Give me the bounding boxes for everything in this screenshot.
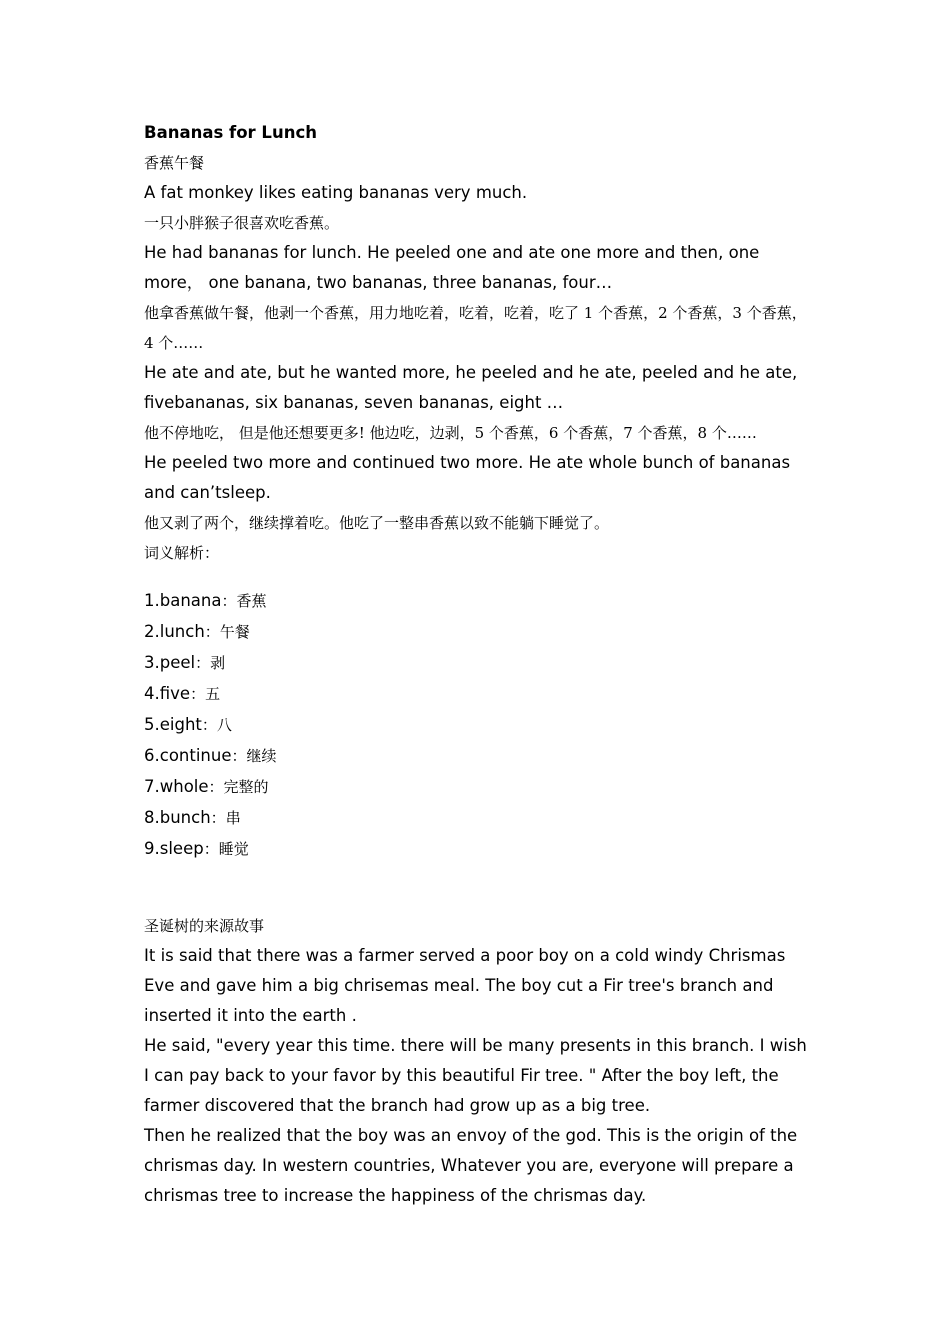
vocab-meaning: 睡觉 [218,840,249,858]
spacer [144,568,814,586]
vocab-item [144,834,814,865]
paragraph-4-english: He peeled two more and continued two more. He ate whole bunch of bananas and can’tsleep. [144,453,791,502]
vocab-separator: ： [204,623,220,641]
paragraph-2-english: He had bananas for lunch. He peeled one and ate one more and then, one more， one banana, two bananas, three bananas, four… [144,243,760,292]
paragraph-3-english: He ate and ate, but he wanted more, he peeled and he ate, peeled and he ate, fivebananas, six bananas, seven bananas, eight … [144,363,798,412]
paragraph-1-chinese: 一只小胖猴子很喜欢吃香蕉。 [144,214,340,232]
vocab-word: 2.lunch [144,622,205,641]
spacer [144,865,814,911]
story-title-chinese: 香蕉午餐 [144,154,205,172]
vocab-meaning: 剥 [210,654,226,672]
vocab-separator: ： [201,716,217,734]
vocab-separator: ： [195,654,211,672]
vocab-item [144,679,814,710]
story2-paragraph-2: He said, "every year this time. there will be many presents in this branch. I wish I can pay back to your favor by this beautiful Fir tree. " After the boy left, the farmer discovered that the branch had grow up as a big tree. [144,1036,807,1115]
paragraph-1-english: A fat monkey likes eating bananas very much. [144,183,528,202]
vocab-separator: ： [221,592,237,610]
vocab-separator: ： [210,809,226,827]
vocab-item [144,586,814,617]
vocab-word: 7.whole [144,777,209,796]
story2-title-chinese: 圣诞树的来源故事 [144,917,265,935]
vocab-word: 1.banana [144,591,222,610]
vocab-meaning: 五 [205,685,221,703]
vocab-separator: ： [231,747,247,765]
vocab-meaning: 午餐 [219,623,250,641]
story2-paragraph-3: Then he realized that the boy was an envoy of the god. This is the origin of the chrismas day. In western countries, Whatever you are, everyone will prepare a chrismas tree to increase the happiness of the chrismas day. [144,1126,798,1205]
vocab-list [144,586,814,865]
vocab-meaning: 继续 [246,747,277,765]
vocab-word: 6.continue [144,746,232,765]
vocab-word: 3.peel [144,653,196,672]
paragraph-4-chinese: 他又剥了两个，继续撑着吃。他吃了一整串香蕉以致不能躺下睡觉了。 [144,514,610,532]
vocab-word: 4.five [144,684,191,703]
vocab-item [144,648,814,679]
vocab-item [144,803,814,834]
vocab-heading: 词义解析： [144,544,220,562]
vocab-separator: ： [203,840,219,858]
vocab-meaning: 完整的 [223,778,269,796]
vocab-item [144,710,814,741]
vocab-meaning: 八 [216,716,232,734]
vocab-separator: ： [190,685,206,703]
vocab-separator: ： [208,778,224,796]
vocab-word: 8.bunch [144,808,211,827]
vocab-item [144,617,814,648]
vocab-item [144,741,814,772]
story-title: Bananas for Lunch [144,123,317,142]
vocab-item [144,772,814,803]
vocab-word: 9.sleep [144,839,204,858]
paragraph-3-chinese: 他不停地吃， 但是他还想要更多! 他边吃，边剥，5 个香蕉，6 个香蕉，7 个香蕉，8 个…… [144,424,757,442]
story2-paragraph-1: It is said that there was a farmer served a poor boy on a cold windy Chrismas Eve and gave him a big chrisemas meal. The boy cut a Fir tree's branch and inserted it into the earth . [144,946,786,1025]
vocab-word: 5.eight [144,715,202,734]
vocab-meaning: 串 [225,809,241,827]
vocab-meaning: 香蕉 [236,592,267,610]
document-page [144,118,814,1211]
paragraph-2-chinese: 他拿香蕉做午餐，他剥一个香蕉，用力地吃着，吃着，吃着，吃了 1 个香蕉，2 个香蕉，3 个香蕉，4 个…… [144,304,807,352]
